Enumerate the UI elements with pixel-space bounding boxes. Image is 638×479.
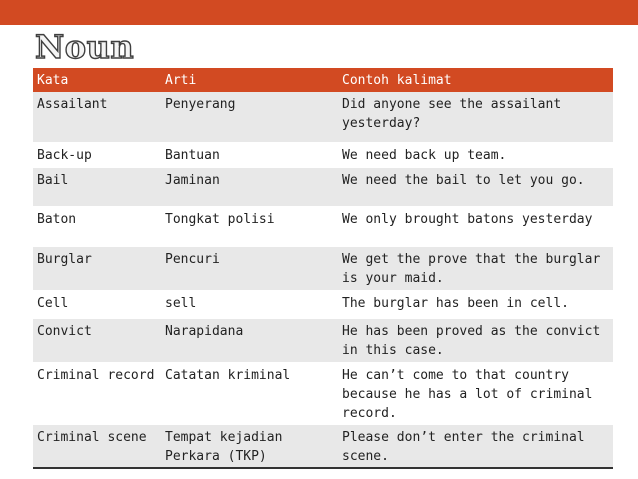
- slide-title: Noun: [35, 28, 135, 66]
- cell-arti: Narapidana: [165, 323, 244, 339]
- cell-kata: Assailant: [37, 97, 108, 112]
- cell-kata: Convict: [37, 323, 92, 339]
- cell-arti: Penyerang: [165, 97, 236, 112]
- cell-arti: Bantuan: [165, 147, 220, 163]
- table-row: [33, 246, 613, 290]
- cell-contoh: We need the bail to let you go.: [342, 172, 585, 188]
- table-row: [33, 206, 613, 246]
- table-row: [33, 424, 613, 468]
- cell-contoh: We need back up team.: [342, 147, 507, 163]
- top-accent-bar: [0, 0, 638, 25]
- cell-arti: sell: [165, 295, 197, 311]
- cell-arti: Tongkat polisi: [165, 211, 275, 227]
- cell-arti: Jaminan: [165, 172, 220, 188]
- cell-kata: Burglar: [37, 251, 92, 267]
- cell-arti: Tempat kejadian Perkara (TKP): [165, 429, 283, 464]
- cell-contoh: The burglar has been in cell.: [342, 295, 569, 311]
- table-row: [33, 318, 613, 362]
- cell-kata: Criminal record: [37, 367, 155, 383]
- cell-kata: Criminal scene: [37, 429, 147, 445]
- table-row: [33, 290, 613, 318]
- cell-arti: Catatan kriminal: [165, 367, 291, 383]
- table-header-row: [33, 68, 613, 92]
- table-row: [33, 362, 613, 424]
- cell-arti: Pencuri: [165, 251, 220, 267]
- cell-kata: Bail: [37, 172, 69, 188]
- cell-kata: Back-up: [37, 147, 92, 163]
- cell-kata: Baton: [37, 211, 77, 227]
- table-row: [33, 167, 613, 206]
- vocabulary-table: [33, 68, 613, 469]
- cell-contoh: We get the prove that the burglar is your maid.: [342, 251, 601, 286]
- cell-contoh: He has been proved as the convict in this case.: [342, 323, 601, 358]
- cell-kata: Cell: [37, 295, 69, 311]
- table-row: [33, 142, 613, 167]
- cell-contoh: Did anyone see the assailant yesterday?: [342, 97, 562, 131]
- header-contoh-kalimat: Contoh kalimat: [342, 72, 452, 88]
- header-kata: Kata: [37, 72, 69, 88]
- table-row: [33, 92, 613, 142]
- cell-contoh: Please don’t enter the criminal scene.: [342, 429, 585, 464]
- cell-contoh: We only brought batons yesterday: [342, 211, 593, 227]
- header-arti: Arti: [165, 72, 197, 88]
- cell-contoh: He can’t come to that country because he has a lot of criminal record.: [342, 367, 593, 421]
